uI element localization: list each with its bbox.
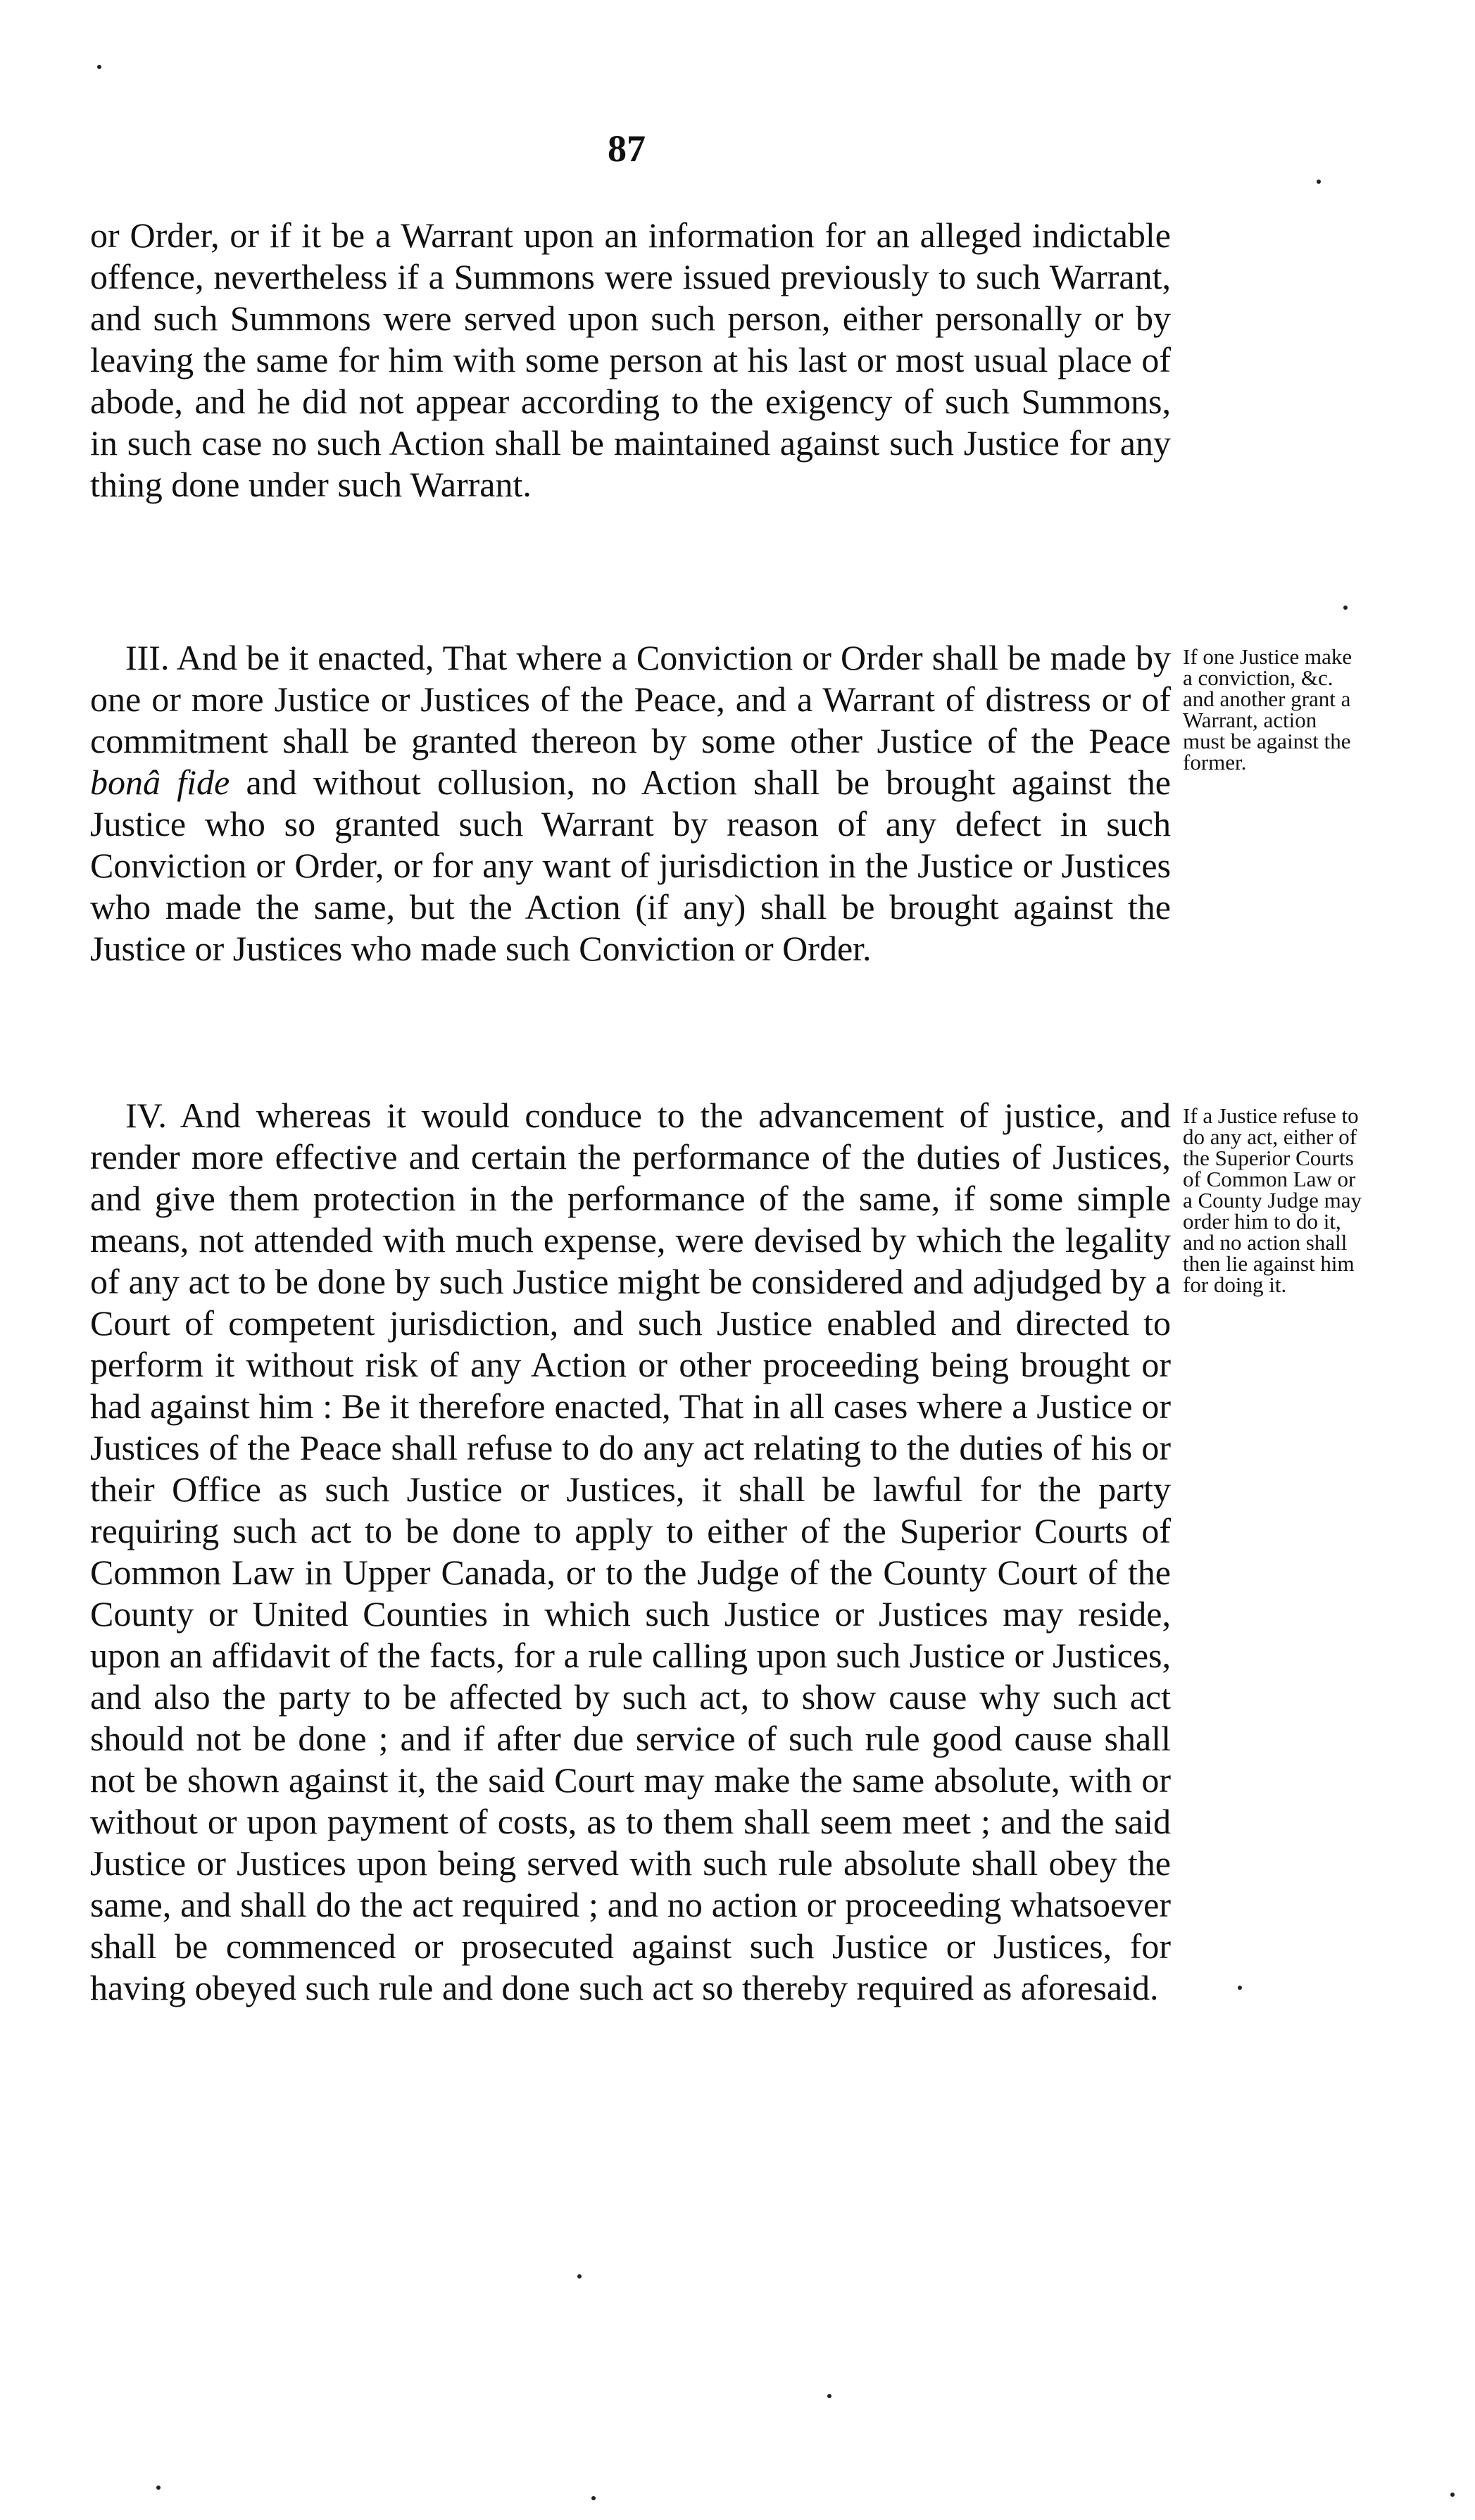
page-number: 87 — [608, 127, 646, 170]
print-speck — [1317, 180, 1321, 184]
section-3-sidenote: If one Justice make a conviction, &c. and another grant a Warrant, action must be against the former. — [1183, 644, 1352, 775]
print-speck — [1238, 1986, 1242, 1990]
print-speck — [577, 2274, 582, 2278]
continuation-paragraph — [90, 215, 1171, 506]
print-speck — [1450, 2493, 1455, 2497]
continuation-text: or Order, or if it be a Warrant upon an information for an alleged indictable offence, nevertheless if a Summons were issued previously to such Warrant, and such Summons were served upon such person, either personally or by leaving the same for him with some person at his last or most usual place of abode, and he did not appear according to the exigency of such Summons, in such case no such Action shall be maintained against such Justice for any thing done under such Warrant. — [90, 215, 1171, 504]
section-3-text — [90, 637, 1171, 970]
section-3-italic-term: bonâ fide — [90, 763, 230, 802]
print-speck — [827, 2394, 831, 2398]
print-speck — [97, 65, 101, 69]
section-4-text: IV. And whereas it would conduce to the advancement of justice, and render more effective and certain the performance of the duties of Justices, and give them protection in the performance of the same, if some simple means, not attended with much expense, were devised by which the legality of any act to be done by such Justice might be considered and adjudged by a Court of competent jurisdiction, and such Justice enabled and directed to perform it without risk of any Action or other proceeding being brought or had against him : Be it therefore enacted, That in all cases where a Justice or Justices of the Peace shall refuse to do any act relating to the duties of his or their Office as such Justice or Justices, it shall be lawful for the party requiring such act to be done to apply to either of the Superior Courts of Common Law in Upper Canada, or to the Judge of the County Court of the County or United Counties in which such Justice or Justices may reside, upon an affidavit of the facts, for a rule calling upon such Justice or Justices, and also the party to be affected by such act, to show cause why such act should not be done ; and if after due service of such rule good cause shall not be shown against it, the said Court may make the same absolute, with or without or upon payment of costs, as to them shall seem meet ; and the said Justice or Justices upon being served with such rule absolute shall obey the same, and shall do the act required ; and no action or proceeding whatsoever shall be commenced or prosecuted against such Justice or Justices, for having obeyed such rule and done such act so thereby required as aforesaid. — [90, 1096, 1171, 2007]
print-speck — [156, 2485, 161, 2490]
section-4 — [90, 1095, 1171, 2009]
section-4-sidenote: If a Justice refuse to do any act, either of the Superior Courts of Common Law or a County Judge may order him to do it, and no action shall then lie against him for doing it. — [1183, 1103, 1362, 1297]
section-3-text-start: III. And be it enacted, That where a Conviction or Order shall be made by one or more Justice or Justices of the Peace, and a Warrant of distress or of commitment shall be granted thereon by some other Justice of the Peace — [90, 638, 1171, 760]
section-3 — [90, 637, 1171, 970]
print-speck — [591, 2496, 596, 2500]
print-speck — [1343, 606, 1348, 610]
section-3-text-end: and without collusion, no Action shall be brought against the Justice who so granted such Warrant by reason of any defect in such Conviction or Order, or for any want of jurisdiction in the Justice or Justices who made the same, but the Action (if any) shall be brought against the Justice or Justices who made such Conviction or Order. — [90, 763, 1171, 968]
